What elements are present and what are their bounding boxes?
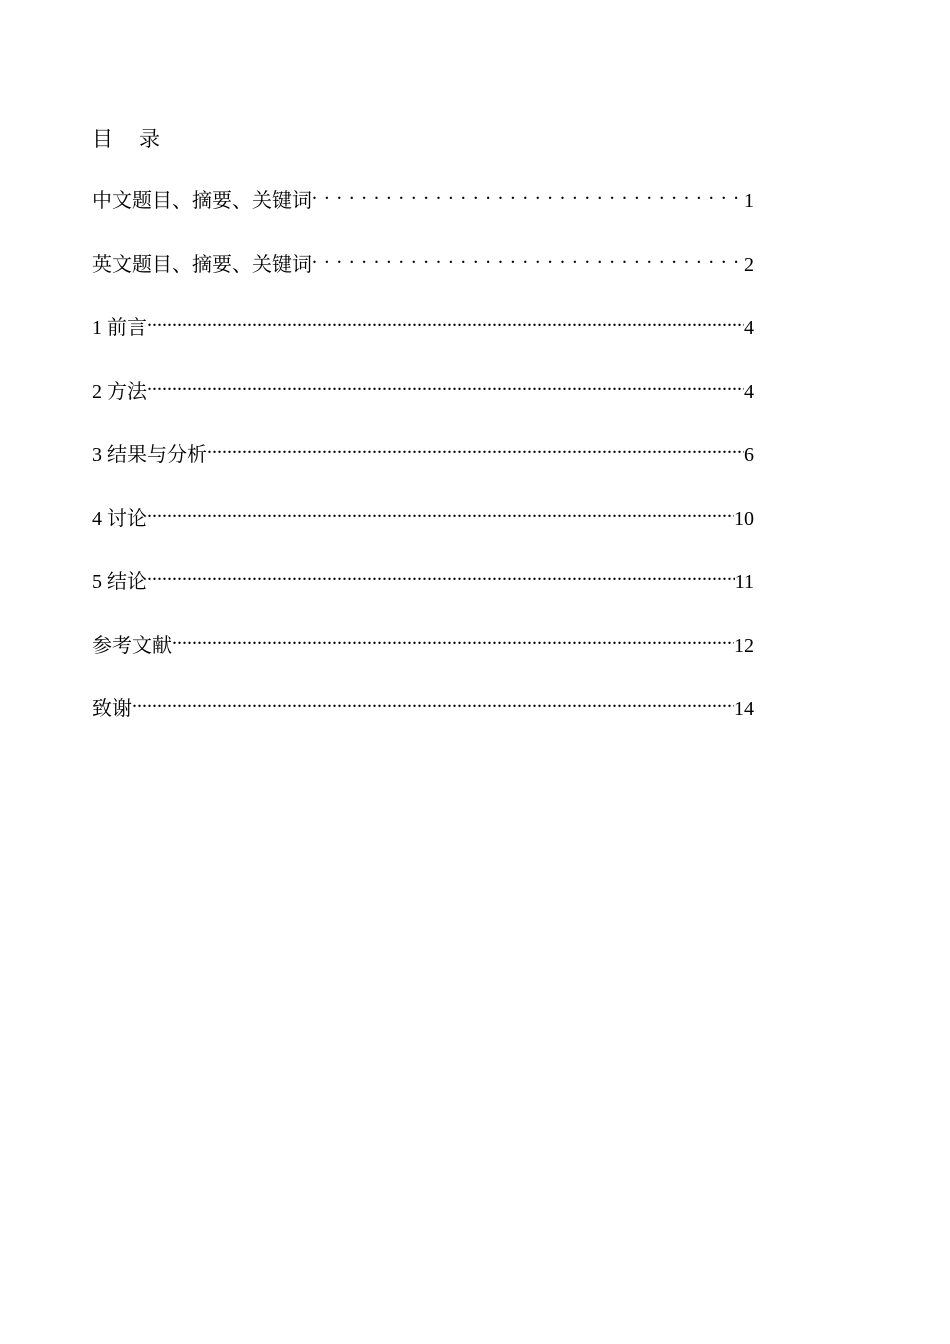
toc-entry-page-number: 10 <box>734 507 754 530</box>
toc-list <box>92 184 754 756</box>
toc-entry-label: 参考文献 <box>92 634 172 657</box>
toc-entry-label: 致谢 <box>92 698 132 720</box>
toc-entry-methods[interactable] <box>92 375 754 439</box>
dot-leader <box>132 695 734 715</box>
toc-entry-page-number: 12 <box>734 634 754 657</box>
toc-entry-page-number: 11 <box>734 571 754 593</box>
toc-entry-introduction[interactable] <box>92 311 754 375</box>
toc-entry-conclusion[interactable] <box>92 565 754 629</box>
toc-entry-results[interactable] <box>92 438 754 502</box>
toc-entry-page-number: 1 <box>744 190 754 212</box>
toc-entry-acknowledgements[interactable] <box>92 692 754 756</box>
toc-entry-label: 2 方法 <box>92 380 147 403</box>
dot-leader <box>312 187 744 207</box>
dot-leader <box>147 314 744 334</box>
dot-leader <box>147 568 735 588</box>
toc-entry-discussion[interactable] <box>92 502 754 566</box>
toc-entry-page-number: 6 <box>744 444 754 466</box>
toc-entry-page-number: 2 <box>744 253 754 276</box>
toc-entry-label: 5 结论 <box>92 571 147 593</box>
dot-leader <box>147 505 734 525</box>
toc-title-part2: 录 <box>139 127 160 151</box>
toc-entry-label: 4 讨论 <box>92 507 147 530</box>
toc-entry-label: 中文题目、摘要、关键词 <box>92 190 312 212</box>
toc-entry-english-abstract[interactable] <box>92 248 754 312</box>
dot-leader <box>147 378 744 398</box>
toc-entry-page-number: 14 <box>734 698 754 720</box>
dot-leader <box>312 251 744 271</box>
toc-entry-label: 英文题目、摘要、关键词 <box>92 253 312 276</box>
toc-entry-references[interactable] <box>92 629 754 693</box>
toc-entry-page-number: 4 <box>744 317 754 339</box>
toc-title-part1: 目 <box>92 127 113 151</box>
toc-entry-page-number: 4 <box>744 380 754 403</box>
toc-entry-label: 3 结果与分析 <box>92 444 207 466</box>
dot-leader <box>207 441 744 461</box>
dot-leader <box>172 632 734 652</box>
toc-entry-label: 1 前言 <box>92 317 147 339</box>
toc-title <box>92 122 160 156</box>
toc-entry-chinese-abstract[interactable] <box>92 184 754 248</box>
